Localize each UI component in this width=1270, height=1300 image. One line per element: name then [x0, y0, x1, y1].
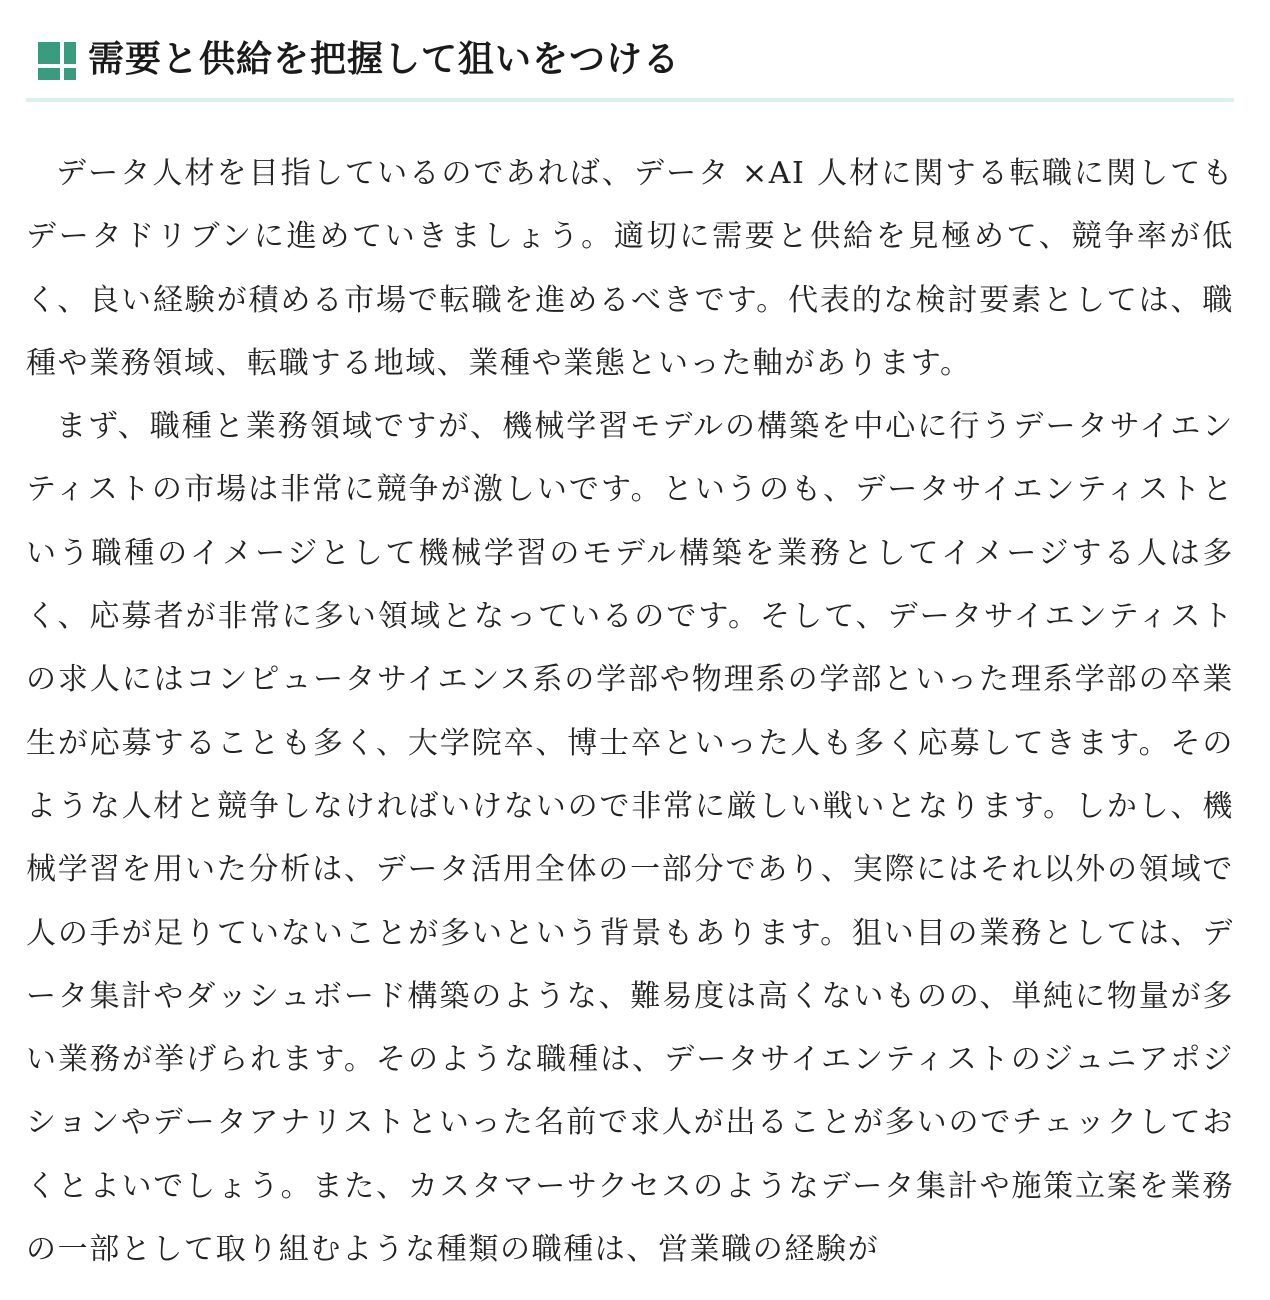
article-body — [26, 142, 1234, 1281]
paragraph-job-types: まず、職種と業務領域ですが、機械学習モデルの構築を中心に行うデータサイエンティストの市場は非常に競争が激しいです。というのも、データサイエンティストという職種のイメージとして機械学習のモデル構築を業務としてイメージする人は多く、応募者が非常に多い領域となっているのです。そして、データサイエンティストの求人にはコンピュータサイエンス系の学部や物理系の学部といった理系学部の卒業生が応募することも多く、大学院卒、博士卒といった人も多く応募してきます。そのような人材と競争しなければいけないので非常に厳しい戦いとなります。しかし、機械学習を用いた分析は、データ活用全体の一部分であり、実際にはそれ以外の領域で人の手が足りていないことが多いという背景もあります。狙い目の業務としては、データ集計やダッシュボード構築のような、難易度は高くないものの、単純に物量が多い業務が挙げられます。そのような職種は、データサイエンティストのジュニアポジションやデータアナリストといった名前で求人が出ることが多いのでチェックしておくとよいでしょう。また、カスタマーサクセスのようなデータ集計や施策立案を業務の一部として取り組むような種類の職種は、営業職の経験が — [26, 409, 1234, 1268]
section-heading — [26, 0, 1234, 102]
paragraph-intro: データ人材を目指しているのであれば、データ ×AI 人材に関する転職に関してもデータドリブンに進めていきましょう。適切に需要と供給を見極めて、競争率が低く、良い経験が積める市場で転職を進めるべきです。代表的な検討要素としては、職種や業務領域、転職する地域、業種や業態といった軸があります。 — [26, 156, 1234, 381]
green-grid-icon — [38, 42, 76, 80]
section-title: 需要と供給を把握して狙いをつける — [88, 39, 681, 80]
